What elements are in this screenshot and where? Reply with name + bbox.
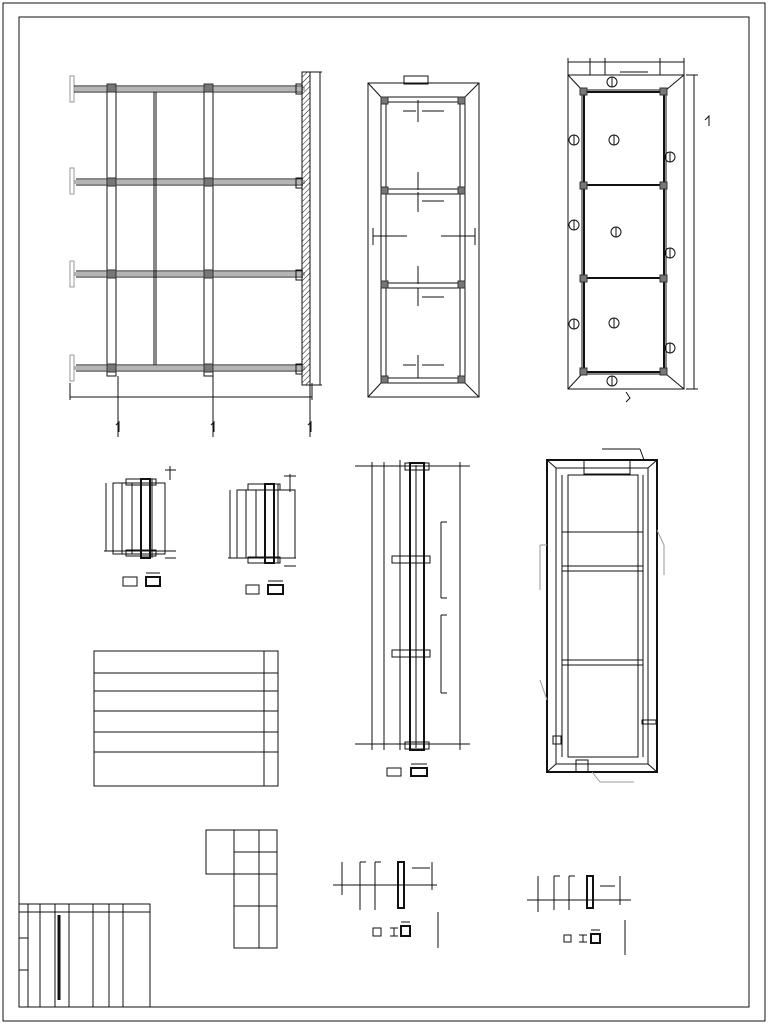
section-view-frame <box>70 72 322 437</box>
columns <box>107 84 213 376</box>
wall-hatch <box>302 72 310 385</box>
frame-elevation <box>540 449 664 782</box>
plan-view-frame <box>368 76 479 397</box>
member-elevation <box>355 460 470 776</box>
detail-d <box>527 876 631 955</box>
beam-end-plates <box>70 76 80 381</box>
legend-table <box>206 830 277 948</box>
detail-c <box>333 862 438 948</box>
detail-a <box>104 466 176 586</box>
beam-lines <box>74 86 305 371</box>
detail-b <box>228 474 296 594</box>
title-block <box>19 904 150 1007</box>
plan-view-bolts <box>568 58 709 402</box>
material-table <box>94 651 278 786</box>
